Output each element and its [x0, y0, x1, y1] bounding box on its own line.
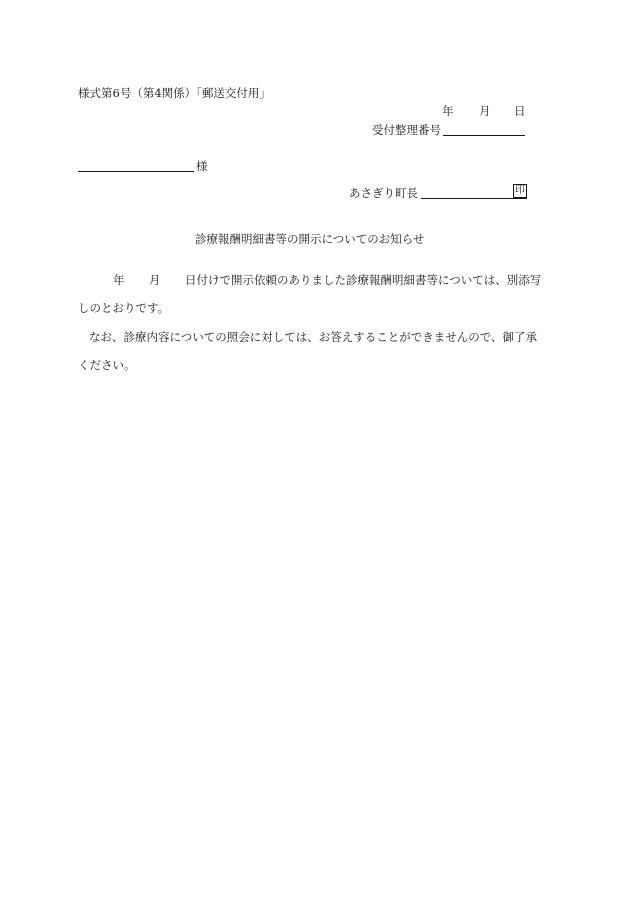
issuer-label: あさぎり町長: [349, 186, 418, 200]
body-p1-line2: しのとおりです。: [78, 301, 170, 315]
recipient-name-field: [78, 171, 194, 172]
body-p1-month: 月: [149, 273, 161, 287]
notice-title: 診療報酬明細書等の開示についてのお知らせ: [195, 232, 425, 246]
recipient-suffix: 様: [196, 159, 208, 173]
issuer-name-field: [421, 198, 527, 199]
form-label: 様式第6号（第4関係）「郵送交付用」: [78, 86, 271, 100]
receipt-number-field: [443, 135, 525, 136]
body-p2-line1: なお、診療内容についての照会に対しては、お答えすることができませんので、御了承: [89, 330, 538, 344]
date-day: 日: [514, 104, 526, 118]
receipt-number-label: 受付整理番号: [372, 123, 441, 137]
body-p1-line1: 日付けで開示依頼のありました診療報酬明細書等については、別添写: [185, 273, 542, 287]
date-month: 月: [479, 104, 491, 118]
seal-mark: 印: [515, 185, 525, 196]
date-year: 年: [442, 104, 454, 118]
body-p1-year: 年: [113, 273, 125, 287]
body-p2-line2: ください。: [78, 358, 136, 372]
